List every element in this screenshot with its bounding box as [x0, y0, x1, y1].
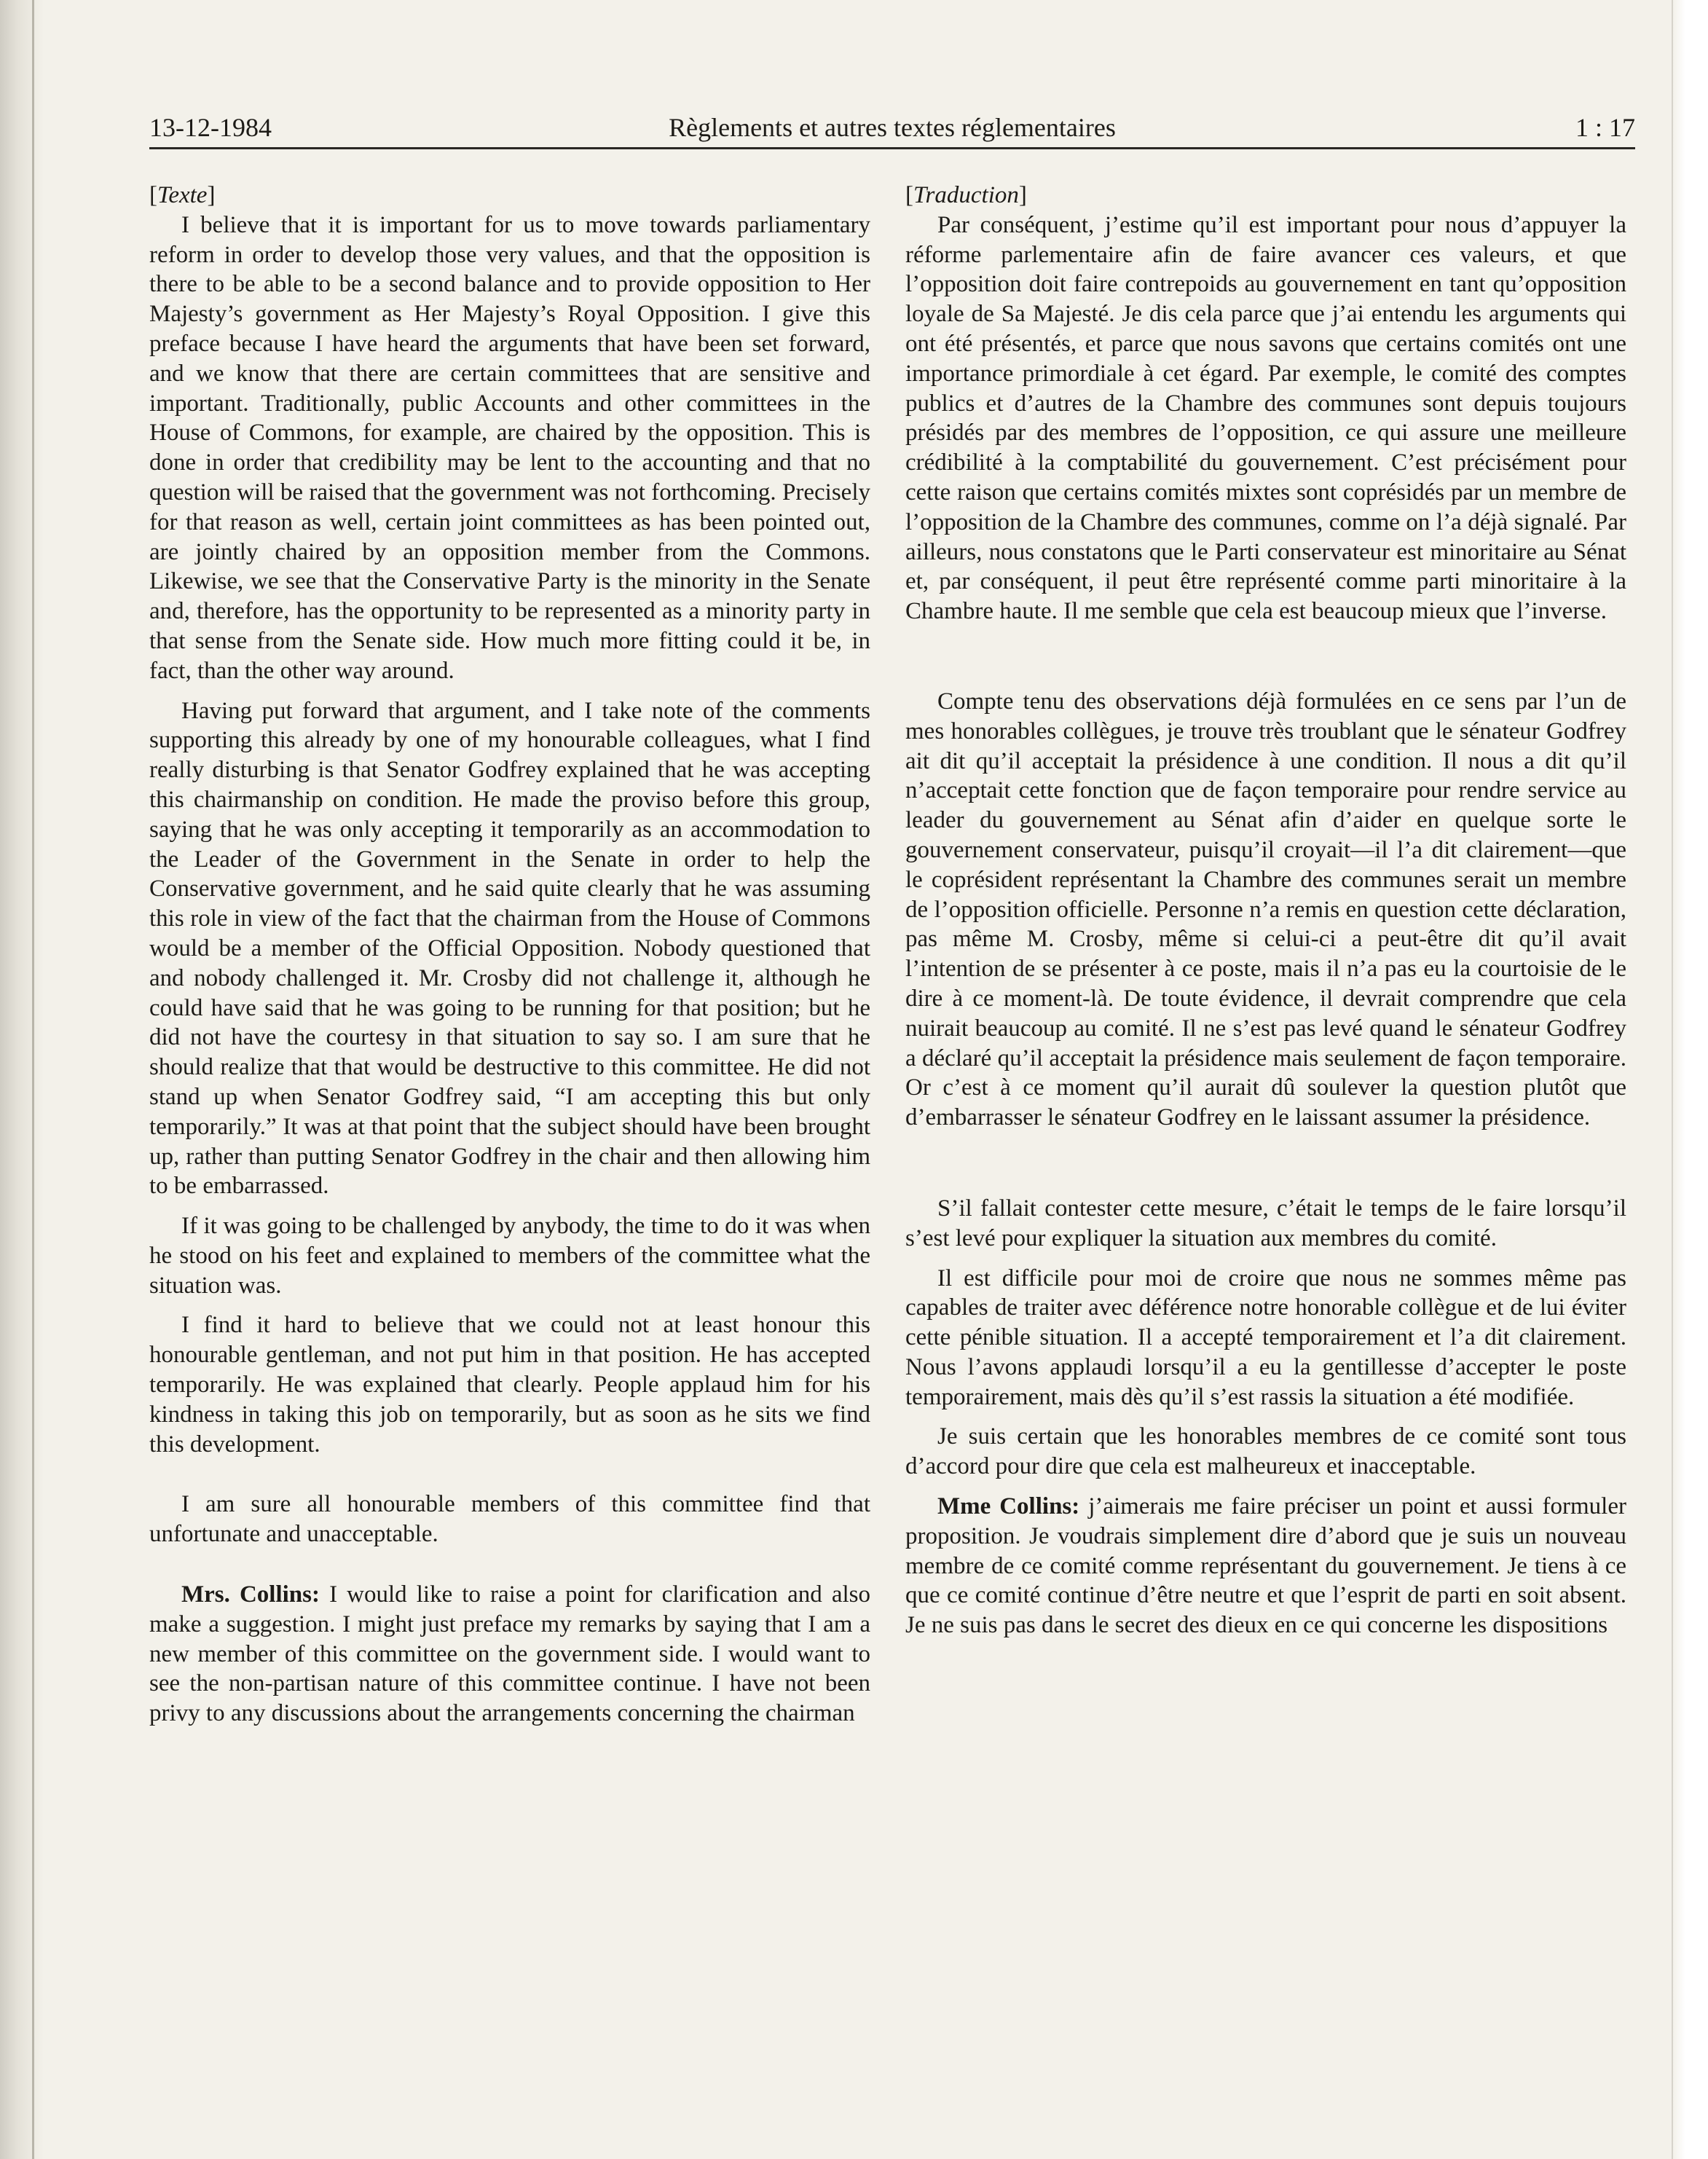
speaker-name: Mrs. Collins: — [181, 1581, 320, 1608]
paragraph: Having put forward that argument, and I take note of the comments supporting this already by one of my honourable colleagues, what I find really disturbing is that Senator Godfrey explained that he was accepting this chairmanship on condition. He made the proviso before this group, saying that he was only accepting it temporarily as an accommodation to the Leader of the Government in the Senate in order to help the Conservative government, and he said quite clearly that he was assuming this role in view of the fact that the chairman from the House of Commons would be a member of the Official Opposition. Nobody questioned that and nobody challenged it. Mr. Crosby did not challenge it, although he could have said that he was going to be running for that position; but he did not have the courtesy in that situation to say so. I am sure that he should realize that that would be destructive to this committee. He did not stand up when Senator Godfrey said, “I am accepting this but only temporarily.” It was at that point that the subject should have been brought up, rather than putting Senator Godfrey in the chair and then allowing him to be embarrassed. — [149, 697, 870, 1200]
page-edge — [1672, 0, 1708, 2159]
paragraph: If it was going to be challenged by anybody, the time to do it was when he stood on his feet and explained to members of the committee what the situation was. — [149, 1213, 870, 1299]
french-column — [905, 181, 1626, 1640]
paragraph: Je suis certain que les honorables membres de ce comité sont tous d’accord pour dire que cela est malheureux et inacceptable. — [905, 1423, 1626, 1480]
paragraph: I believe that it is important for us to move towards parliamentary reform in order to develop those very values, and that the opposition is there to be able to be a second balance and to provide opposition to Her Majesty’s government as Her Majesty’s Royal Opposition. I give this preface because I have heard the arguments that have been set forward, and we know that there are certain committees that are sensitive and important. Traditionally, public Accounts and other committees in the House of Commons, for example, are chaired by the opposition. This is done in order that credibility may be lent to the accounting and that no question will be raised that the government was not forthcoming. Precisely for that reason as well, certain joint committees as has been pointed out, are jointly chaired by an opposition member from the Commons. Likewise, we see that the Conservative Party is the minority in the Senate and, therefore, has the opportunity to be represented as a minority party in that sense from the Senate side. How much more fitting could it be, in fact, than the other way around. — [149, 211, 870, 684]
header-rule — [149, 147, 1635, 149]
page-header — [149, 109, 1635, 146]
speaker-paragraph — [905, 1492, 1626, 1640]
header-title: Règlements et autres textes réglementaires — [669, 113, 1116, 142]
paragraph: Compte tenu des observations déjà formulées en ce sens par l’un de mes honorables collègues, je trouve très troublant que le sénateur Godfrey ait dit qu’il acceptait la présidence à une condition. Il nous a dit qu’il n’acceptait cette fonction que de façon temporaire pour rendre service au leader du gouvernement au Sénat afin d’aider en quelque sorte le gouvernement conservateur, puisqu’il croyait—il l’a dit clairement—que le coprésident représentant la Chambre des communes serait un membre de l’opposition officielle. Personne n’a remis en question cette déclaration, pas même M. Crosby, même si celui-ci a peut-être dit qu’il avait l’intention de se présenter à ce poste, mais il n’a pas eu la courtoisie de le dire à ce moment-là. De toute évidence, il devrait comprendre que cela nuirait beaucoup au comité. Il ne s’est pas levé quand le sénateur Godfrey a déclaré qu’il acceptait la présidence mais seulement de façon temporaire. Or c’est à ce moment qu’il aurait dû soulever la question plutôt que d’embarrasser le sénateur Godfrey en le laissant assumer la présidence. — [905, 688, 1626, 1131]
paragraph: I am sure all honourable members of this committee find that unfortunate and unacceptable. — [149, 1491, 870, 1548]
speaker-paragraph — [149, 1580, 870, 1729]
column-label: [Texte] — [149, 182, 216, 208]
paragraph: Par conséquent, j’estime qu’il est important pour nous d’appuyer la réforme parlementaire afin de faire avancer ces valeurs, et que l’opposition doit faire contrepoids au gouvernement en tant qu’opposition loyale de Sa Majesté. Je dis cela parce que j’ai entendu les arguments qui ont été présentés, et parce que nous savons que certains comités ont une importance primordiale à cet égard. Par exemple, le comité des comptes publics et d’autres de la Chambre des communes sont depuis toujours présidés par des membres de l’opposition, ce qui assure une meilleure crédibilité à la comptabilité du gouvernement. C’est précisément pour cette raison que certains comités mixtes sont coprésidés par un membre de l’opposition de la Chambre des communes, comme on l’a déjà signalé. Par ailleurs, nous constatons que le Parti conservateur est minoritaire au Sénat et, par conséquent, il peut être représenté comme parti minoritaire à la Chambre haute. Il me semble que cela est beaucoup mieux que l’inverse. — [905, 211, 1626, 625]
speaker-text: I would like to raise a point for clarification and also make a suggestion. I might just preface my remarks by saying that I am a new member of this committee on the government side. I would want to see the non-partisan nature of this committee continue. I have not been privy to any discussions about the arrangements concerning the chairman — [149, 1581, 870, 1727]
paragraph: S’il fallait contester cette mesure, c’était le temps de le faire lorsqu’il s’est levé pour expliquer la situation aux membres du comité. — [905, 1195, 1626, 1251]
label-text: Texte — [157, 182, 208, 208]
column-label: [Traduction] — [905, 182, 1027, 208]
header-date: 13-12-1984 — [149, 113, 272, 142]
binding-edge — [32, 0, 34, 2159]
paragraph: Il est difficile pour moi de croire que nous ne sommes même pas capables de traiter avec déférence notre honorable collègue et de lui éviter cette pénible situation. Il a accepté temporairement et l’a dit clairement. Nous l’avons applaudi lorsqu’il a eu la gentillesse d’accepter le poste temporairement, mais dès qu’il s’est rassis la situation a été modifiée. — [905, 1265, 1626, 1410]
english-column — [149, 181, 870, 1729]
speaker-name: Mme Collins: — [937, 1493, 1080, 1520]
label-text: Traduction — [913, 182, 1019, 208]
speaker-text: j’aimerais me faire préciser un point et aussi formuler proposition. Je voudrais simplement dire d’abord que je suis un nouveau membre de ce comité comme représentant du gouvernement. Je tiens à ce que ce comité continue d’être neutre et que l’esprit de parti en soit absent. Je ne suis pas dans le secret des dieux en ce qui concerne les dispositions — [905, 1493, 1626, 1639]
paragraph: I find it hard to believe that we could not at least honour this honourable gentleman, and not put him in that position. He has accepted temporarily. He was explained that clearly. People applaud him for his kindness in taking this job on temporarily, but as soon as he sits we find this development. — [149, 1312, 870, 1458]
binding-shadow — [0, 0, 44, 2159]
page-number: 1 : 17 — [1575, 113, 1635, 142]
